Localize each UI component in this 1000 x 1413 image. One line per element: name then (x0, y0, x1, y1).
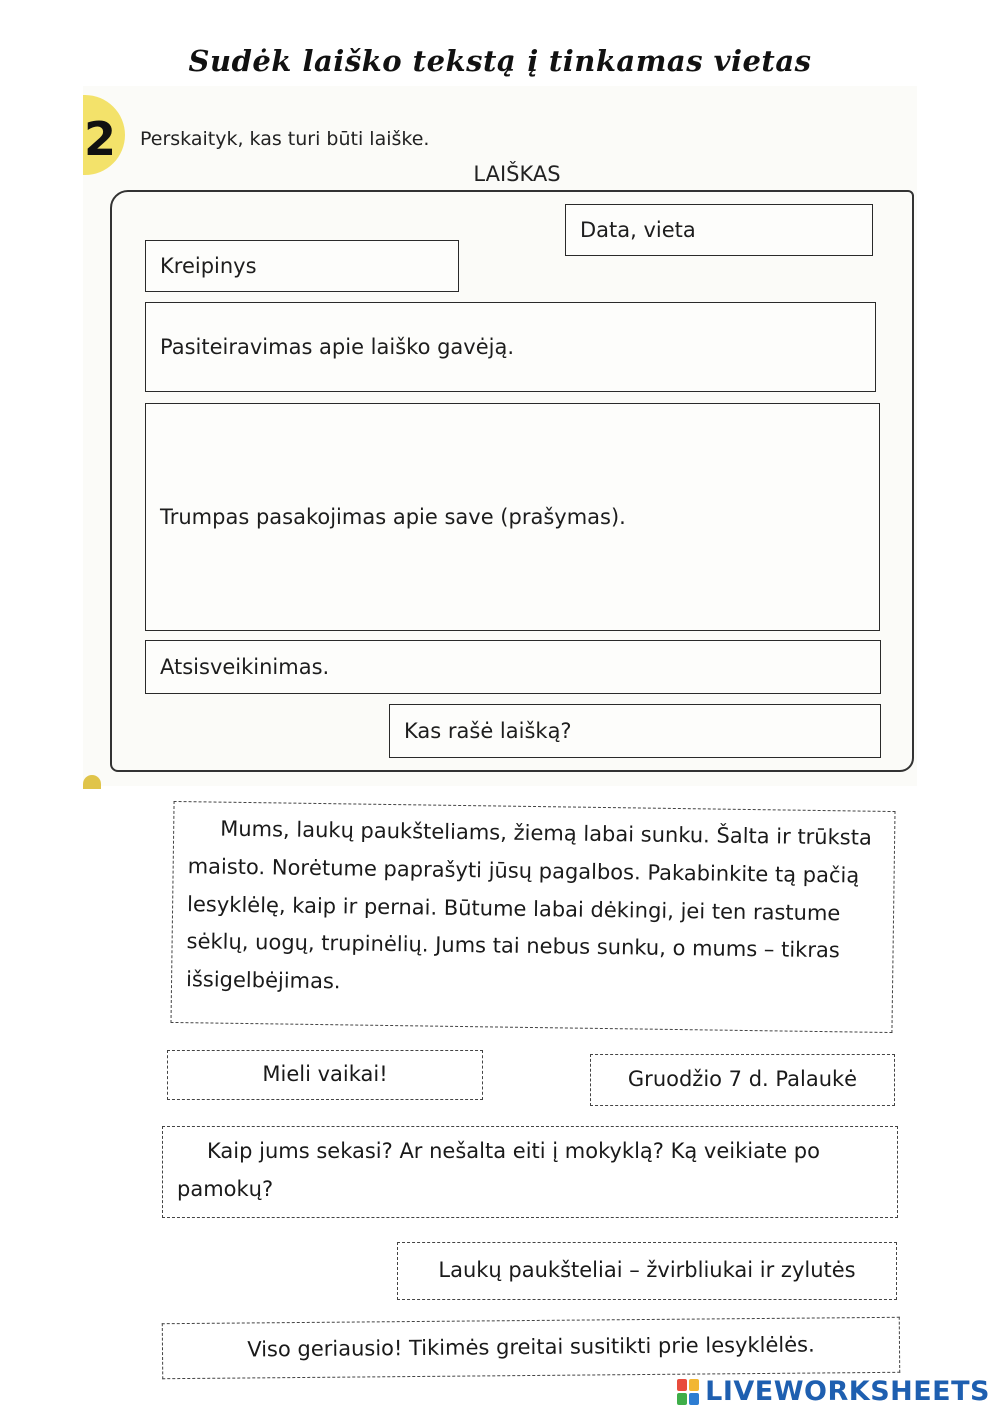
letter-heading: LAIŠKAS (473, 162, 561, 186)
drop-zone-farewell-label: Atsisveikinimas. (160, 655, 330, 679)
drop-zone-address-label: Kreipinys (160, 254, 257, 278)
drop-zone-story-label: Trumpas pasakojimas apie save (prašymas). (160, 505, 626, 529)
drop-zone-author[interactable] (389, 704, 881, 758)
footer-brand-text: LIVEWORKSHEETS (705, 1376, 990, 1407)
piece-story-text: Mums, laukų paukšteliams, žiemą labai sunku. Šalta ir trūksta maisto. Norėtume paprašyti jūsų pagalbos. Pakabinkite tą pačią lesyklėlę, kaip ir pernai. Būtume labai dėkingi, jei ten rastume sėklų, uogų, trupinėlių. Jums tai nebus sunku, o mums – tikras išsigelbėjimas. (185, 816, 872, 994)
piece-date-place-text: Gruodžio 7 d. Palaukė (627, 1067, 858, 1092)
draggable-piece-address[interactable] (167, 1050, 483, 1100)
draggable-piece-story[interactable] (170, 801, 895, 1033)
exercise-number: 2 (84, 112, 117, 166)
piece-inquiry-text: Kaip jums sekasi? Ar nešalta eiti į mokyklą? Ką veikiate po pamokų? (177, 1139, 820, 1201)
drop-zone-date-place-label: Data, vieta (580, 218, 696, 242)
drop-zone-date-place[interactable] (565, 204, 873, 256)
piece-address-text: Mieli vaikai! (262, 1062, 388, 1087)
drop-zone-author-label: Kas rašė laišką? (404, 719, 572, 743)
draggable-piece-inquiry[interactable] (162, 1126, 898, 1218)
drop-zone-inquiry-label: Pasiteiravimas apie laiško gavėją. (160, 335, 515, 359)
draggable-piece-date-place[interactable] (590, 1054, 895, 1106)
draggable-piece-author[interactable] (397, 1242, 897, 1300)
drop-zone-inquiry[interactable] (145, 302, 876, 392)
piece-author-text: Laukų paukšteliai – žvirbliukai ir zylutės (438, 1258, 856, 1283)
page-title: Sudėk laiško tekstą į tinkamas vietas (188, 44, 812, 78)
footer-brand (677, 1376, 990, 1407)
drop-zone-address[interactable] (145, 240, 459, 292)
piece-farewell-text: Viso geriausio! Tikimės greitai susitikti prie lesyklėlės. (247, 1332, 815, 1362)
liveworksheets-logo-icon (677, 1379, 699, 1405)
draggable-piece-farewell[interactable] (162, 1317, 900, 1379)
exercise-instruction: Perskaityk, kas turi būti laiške. (140, 128, 430, 150)
drop-zone-story[interactable] (145, 403, 880, 631)
drop-zone-farewell[interactable] (145, 640, 881, 694)
scan-corner-mark (83, 775, 101, 789)
